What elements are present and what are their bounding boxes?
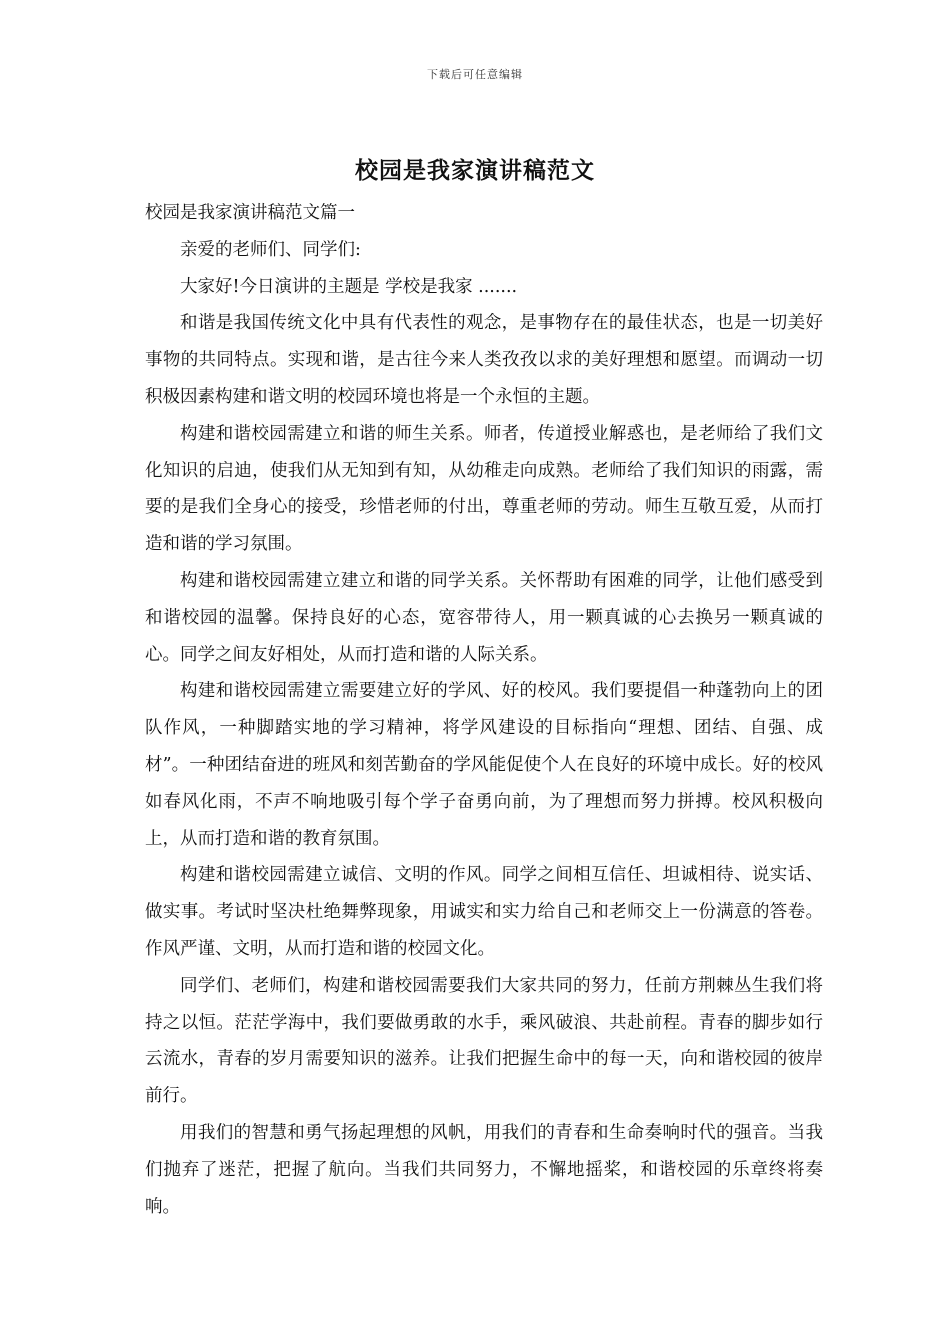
paragraph-greeting: 亲爱的老师们、同学们: [180, 239, 361, 260]
paragraph: 同学们、老师们，构建和谐校园需要我们大家共同的努力，任前方荆棘丛生我们将持之以恒。茫茫学海中，我们要做勇敢的水手，乘风破浪、共赴前程。青春的脚步如行云流水，青春的岁月需要知识的滋养。让我们把握生命中的每一天，向和谐校园的彼岸前行。 [145, 975, 823, 1107]
document-title: 校园是我家演讲稿范文 [355, 157, 595, 184]
paragraph: 构建和谐校园需建立和谐的师生关系。师者，传道授业解惑也，是老师给了我们文化知识的启迪，使我们从无知到有知，从幼稚走向成熟。老师给了我们知识的雨露，需要的是我们全身心的接受，珍惜老师的付出，尊重老师的劳动。师生互敬互爱，从而打造和谐的学习氛围。 [145, 423, 823, 555]
section-subtitle: 校园是我家演讲稿范文篇一 [145, 203, 355, 223]
paragraph: 用我们的智慧和勇气扬起理想的风帆，用我们的青春和生命奏响时代的强音。当我们抛弃了迷茫，把握了航向。当我们共同努力，不懈地摇桨，和谐校园的乐章终将奏响。 [145, 1122, 823, 1217]
paragraph: 构建和谐校园需建立诚信、文明的作风。同学之间相互信任、坦诚相待、说实话、做实事。考试时坚决杜绝舞弊现象，用诚实和实力给自己和老师交上一份满意的答卷。作风严谨、文明，从而打造和谐的校园文化。 [145, 865, 823, 959]
paragraph: 和谐是我国传统文化中具有代表性的观念，是事物存在的最佳状态，也是一切美好事物的共同特点。实现和谐，是古往今来人类孜孜以求的美好理想和愿望。而调动一切积极因素构建和谐文明的校园环境也将是一个永恒的主题。 [145, 313, 823, 407]
document-body [145, 195, 823, 1225]
paragraph: 构建和谐校园需建立需要建立好的学风、好的校风。我们要提倡一种蓬勃向上的团队作风，一种脚踏实地的学习精神，将学风建设的目标指向“理想、团结、自强、成材”。一种团结奋进的班风和刻苦勤奋的学风能促使个人在良好的环境中成长。好的校风如春风化雨，不声不响地吸引每个学子奋勇向前，为了理想而努力拼搏。校风积极向上，从而打造和谐的教育氛围。 [145, 681, 823, 849]
paragraph-intro: 大家好!今日演讲的主题是 学校是我家 ....... [180, 276, 518, 297]
paragraph: 构建和谐校园需建立建立和谐的同学关系。关怀帮助有困难的同学，让他们感受到和谐校园的温馨。保持良好的心态，宽容带待人，用一颗真诚的心去换另一颗真诚的心。同学之间友好相处，从而打造和谐的人际关系。 [145, 570, 823, 665]
header-note: 下载后可任意编辑 [427, 68, 523, 81]
